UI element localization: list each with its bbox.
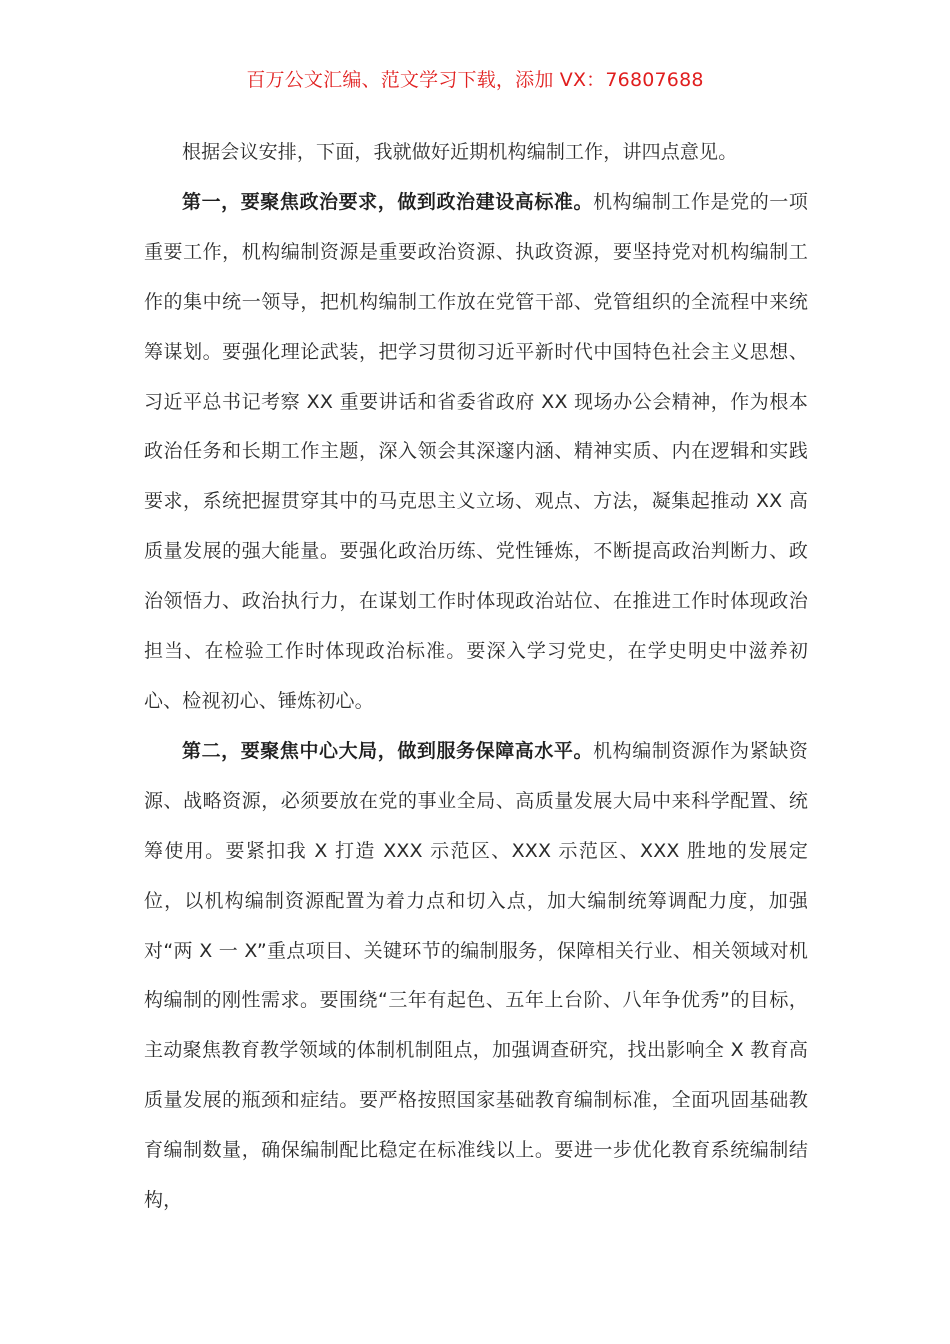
section-paragraph-1 [144,178,808,727]
download-notice: 百万公文汇编、范文学习下载，添加 VX：76807688 [246,69,704,91]
section-1-text: 机构编制工作是党的一项重要工作，机构编制资源是重要政治资源、执政资源，要坚持党对机构编制工作的集中统一领导，把机构编制工作放在党管干部、党管组织的全流程中来统筹谋划。要强化理论武装，把学习贯彻习近平新时代中国特色社会主义思想、习近平总书记考察 XX 重要讲话和省委省政府 XX 现场办公会精神，作为根本政治任务和长期工作主题，深入领会其深邃内涵、精神实质、内在逻辑和实践要求，系统把握贯穿其中的马克思主义立场、观点、方法，凝集起推动 XX 高质量发展的强大能量。要强化政治历练、党性锤炼，不断提高政治判断力、政治领悟力、政治执行力，在谋划工作时体现政治站位、在推进工作时体现政治担当、在检验工作时体现政治标准。要深入学习党史，在学史明史中滋养初心、检视初心、锤炼初心。 [144,190,808,712]
document-body [144,128,808,1226]
opening-paragraph: 根据会议安排，下面，我就做好近期机构编制工作，讲四点意见。 [182,141,738,163]
section-1-lead: 第一，要聚焦政治要求，做到政治建设高标准。 [182,190,594,213]
section-2-text: 机构编制资源作为紧缺资源、战略资源，必须要放在党的事业全局、高质量发展大局中来科学配置、统筹使用。要紧扣我 X 打造 XXX 示范区、XXX 示范区、XXX 胜地的发展定位，以机构编制资源配置为着力点和切入点，加大编制统筹调配力度，加强对“两 X 一 X”重点项目、关键环节的编制服务，保障相关行业、相关领域对机构编制的刚性需求。要围绕“三年有起色、五年上台阶、八年争优秀”的目标，主动聚焦教育教学领域的体制机制阻点，加强调查研究，找出影响全 X 教育高质量发展的瓶颈和症结。要严格按照国家基础教育编制标准，全面巩固基础教育编制数量，确保编制配比稳定在标准线以上。要进一步优化教育系统编制结构， [144,739,808,1212]
section-2-lead: 第二，要聚焦中心大局，做到服务保障高水平。 [182,739,594,762]
section-paragraph-2 [144,727,808,1226]
